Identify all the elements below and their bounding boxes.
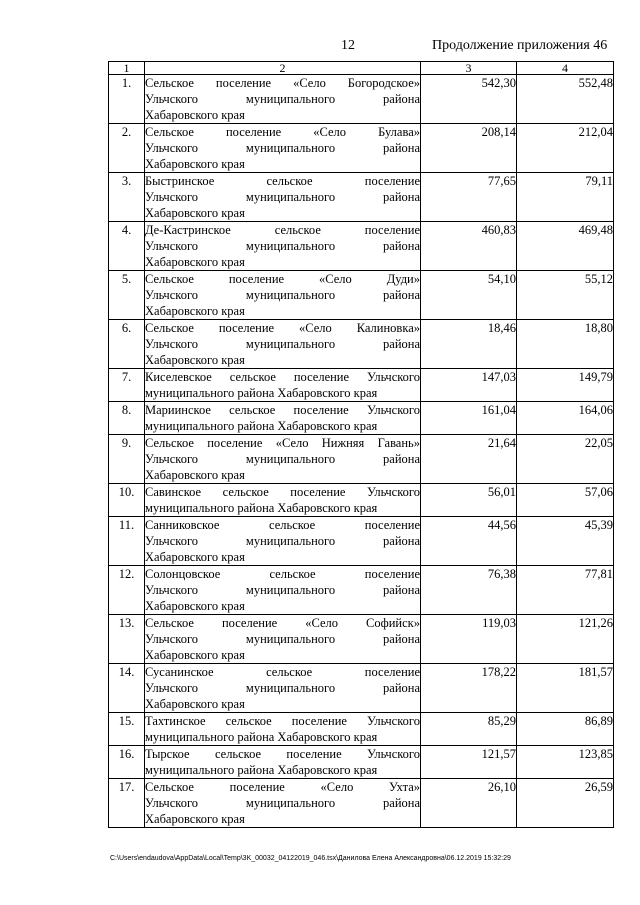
value-column-4: 86,89: [517, 713, 614, 746]
value-column-3: 147,03: [421, 369, 517, 402]
settlement-name: [145, 484, 421, 517]
table-body: [109, 75, 614, 828]
column-header-1: 1: [109, 62, 145, 75]
table-row: [109, 779, 614, 828]
settlement-name-line: Сельское поселение «Село Ухта»: [145, 780, 420, 794]
value-column-3: 26,10: [421, 779, 517, 828]
value-column-4: 77,81: [517, 566, 614, 615]
row-number: 3.: [109, 173, 145, 222]
table-row: [109, 713, 614, 746]
value-column-3: 85,29: [421, 713, 517, 746]
settlement-name-line: Хабаровского края: [145, 255, 245, 269]
settlement-name: [145, 615, 421, 664]
settlement-name-line: Хабаровского края: [145, 812, 245, 826]
settlement-name-line: Хабаровского края: [145, 550, 245, 564]
settlement-name-line: Сельское поселение «Село Дуди»: [145, 272, 420, 286]
settlement-name: [145, 746, 421, 779]
value-column-4: 79,11: [517, 173, 614, 222]
settlement-name-line: муниципального района Хабаровского края: [145, 501, 378, 515]
table-row: [109, 222, 614, 271]
row-number: 10.: [109, 484, 145, 517]
file-path-footer: C:\Users\endaudova\AppData\Local\Temp\3K_00032_04122019_046.tsx\Данилова Елена Александровна\06.12.2019 15:32:29: [110, 855, 511, 862]
settlement-name-line: муниципального района Хабаровского края: [145, 419, 378, 433]
settlement-name: [145, 369, 421, 402]
settlement-name-line: Сельское поселение «Село Софийск»: [145, 616, 420, 630]
distribution-table: [108, 61, 614, 828]
value-column-3: 76,38: [421, 566, 517, 615]
value-column-3: 44,56: [421, 517, 517, 566]
table-row: [109, 75, 614, 124]
settlement-name-line: Ульчского муниципального района: [145, 534, 420, 548]
row-number: 14.: [109, 664, 145, 713]
settlement-name: [145, 320, 421, 369]
settlement-name-line: Хабаровского края: [145, 157, 245, 171]
settlement-name-line: Тахтинское сельское поселение Ульчского: [145, 714, 420, 728]
settlement-name-line: Хабаровского края: [145, 599, 245, 613]
settlement-name-line: Сельское поселение «Село Нижняя Гавань»: [145, 436, 420, 450]
settlement-name: [145, 566, 421, 615]
settlement-name-line: муниципального района Хабаровского края: [145, 730, 378, 744]
settlement-name-line: Де-Кастринское сельское поселение: [145, 223, 420, 237]
value-column-4: 26,59: [517, 779, 614, 828]
table-row: [109, 173, 614, 222]
table-row: [109, 402, 614, 435]
row-number: 2.: [109, 124, 145, 173]
table-row: [109, 124, 614, 173]
settlement-name-line: Ульчского муниципального района: [145, 681, 420, 695]
settlement-name-line: Хабаровского края: [145, 353, 245, 367]
settlement-name-line: Савинское сельское поселение Ульчского: [145, 485, 420, 499]
table-row: [109, 484, 614, 517]
settlement-name-line: Хабаровского края: [145, 206, 245, 220]
row-number: 4.: [109, 222, 145, 271]
table-row: [109, 320, 614, 369]
row-number: 9.: [109, 435, 145, 484]
settlement-name-line: Сельское поселение «Село Богородское»: [145, 76, 420, 90]
settlement-name: [145, 664, 421, 713]
settlement-name-line: Хабаровского края: [145, 648, 245, 662]
table-row: [109, 615, 614, 664]
column-header-2: 2: [145, 62, 421, 75]
value-column-4: 55,12: [517, 271, 614, 320]
value-column-4: 18,80: [517, 320, 614, 369]
column-header-3: 3: [421, 62, 517, 75]
settlement-name: [145, 271, 421, 320]
value-column-3: 18,46: [421, 320, 517, 369]
table-row: [109, 566, 614, 615]
settlement-name-line: Быстринское сельское поселение: [145, 174, 420, 188]
settlement-name: [145, 402, 421, 435]
value-column-4: 212,04: [517, 124, 614, 173]
value-column-4: 149,79: [517, 369, 614, 402]
value-column-4: 22,05: [517, 435, 614, 484]
row-number: 11.: [109, 517, 145, 566]
settlement-name: [145, 75, 421, 124]
settlement-name: [145, 779, 421, 828]
value-column-4: 121,26: [517, 615, 614, 664]
table-row: [109, 517, 614, 566]
value-column-4: 123,85: [517, 746, 614, 779]
value-column-3: 542,30: [421, 75, 517, 124]
settlement-name: [145, 713, 421, 746]
value-column-4: 469,48: [517, 222, 614, 271]
settlement-name-line: Хабаровского края: [145, 108, 245, 122]
settlement-name-line: Хабаровского края: [145, 697, 245, 711]
settlement-name: [145, 517, 421, 566]
table-row: [109, 664, 614, 713]
settlement-name-line: Ульчского муниципального района: [145, 239, 420, 253]
table-row: [109, 369, 614, 402]
value-column-4: 181,57: [517, 664, 614, 713]
settlement-name: [145, 124, 421, 173]
settlement-name-line: Киселевское сельское поселение Ульчского: [145, 370, 420, 384]
row-number: 7.: [109, 369, 145, 402]
row-number: 16.: [109, 746, 145, 779]
settlement-name-line: Ульчского муниципального района: [145, 452, 420, 466]
value-column-3: 54,10: [421, 271, 517, 320]
table-row: [109, 435, 614, 484]
row-number: 1.: [109, 75, 145, 124]
settlement-name-line: Сельское поселение «Село Булава»: [145, 125, 420, 139]
value-column-3: 119,03: [421, 615, 517, 664]
page-number: 12: [341, 38, 355, 53]
settlement-name-line: Солонцовское сельское поселение: [145, 567, 420, 581]
value-column-3: 161,04: [421, 402, 517, 435]
row-number: 12.: [109, 566, 145, 615]
row-number: 5.: [109, 271, 145, 320]
settlement-name-line: Ульчского муниципального района: [145, 632, 420, 646]
row-number: 15.: [109, 713, 145, 746]
row-number: 17.: [109, 779, 145, 828]
column-header-4: 4: [517, 62, 614, 75]
row-number: 13.: [109, 615, 145, 664]
value-column-4: 552,48: [517, 75, 614, 124]
settlement-name-line: муниципального района Хабаровского края: [145, 763, 378, 777]
row-number: 6.: [109, 320, 145, 369]
settlement-name: [145, 435, 421, 484]
table-row: [109, 271, 614, 320]
settlement-name-line: муниципального района Хабаровского края: [145, 386, 378, 400]
settlement-name-line: Сусанинское сельское поселение: [145, 665, 420, 679]
value-column-3: 460,83: [421, 222, 517, 271]
value-column-3: 121,57: [421, 746, 517, 779]
settlement-name-line: Ульчского муниципального района: [145, 796, 420, 810]
value-column-3: 56,01: [421, 484, 517, 517]
settlement-name: [145, 173, 421, 222]
settlement-name-line: Санниковское сельское поселение: [145, 518, 420, 532]
value-column-3: 77,65: [421, 173, 517, 222]
appendix-continuation-label: Продолжение приложения 46: [432, 38, 608, 53]
value-column-3: 21,64: [421, 435, 517, 484]
value-column-4: 45,39: [517, 517, 614, 566]
settlement-name-line: Ульчского муниципального района: [145, 141, 420, 155]
settlement-name-line: Ульчского муниципального района: [145, 92, 420, 106]
value-column-4: 164,06: [517, 402, 614, 435]
value-column-3: 208,14: [421, 124, 517, 173]
value-column-4: 57,06: [517, 484, 614, 517]
settlement-name: [145, 222, 421, 271]
settlement-name-line: Ульчского муниципального района: [145, 288, 420, 302]
settlement-name-line: Ульчского муниципального района: [145, 190, 420, 204]
row-number: 8.: [109, 402, 145, 435]
settlement-name-line: Сельское поселение «Село Калиновка»: [145, 321, 420, 335]
column-number-row: [109, 62, 614, 75]
table-row: [109, 746, 614, 779]
value-column-3: 178,22: [421, 664, 517, 713]
settlement-name-line: Ульчского муниципального района: [145, 337, 420, 351]
settlement-name-line: Хабаровского края: [145, 304, 245, 318]
settlement-name-line: Мариинское сельское поселение Ульчского: [145, 403, 420, 417]
settlement-name-line: Тырское сельское поселение Ульчского: [145, 747, 420, 761]
settlement-name-line: Хабаровского края: [145, 468, 245, 482]
settlement-name-line: Ульчского муниципального района: [145, 583, 420, 597]
